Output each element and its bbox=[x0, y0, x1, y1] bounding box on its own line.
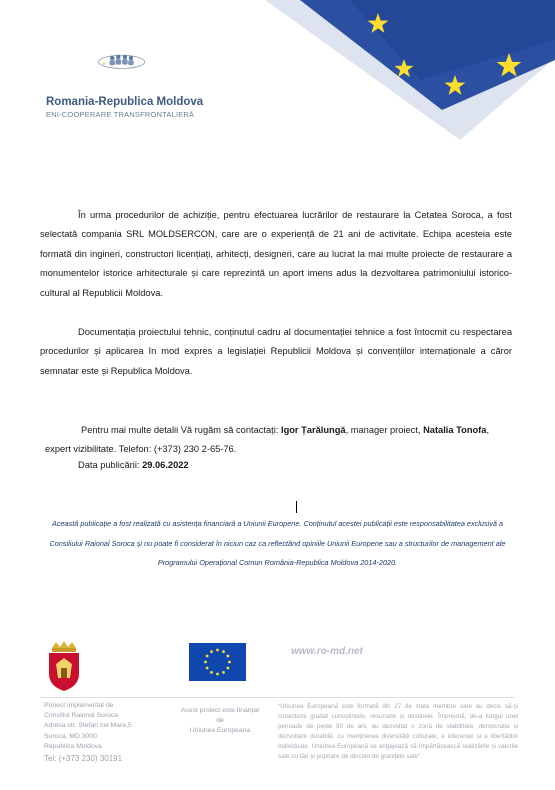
footer-implementer-line: Adresa str. Ștefan cel Mare,5 bbox=[44, 722, 132, 730]
footer-funding-line: Acest proiect este finanțat bbox=[180, 707, 260, 714]
eu-flag-icon bbox=[189, 643, 246, 681]
footer-divider bbox=[40, 697, 515, 698]
website-link[interactable]: www.ro-md.net bbox=[291, 646, 363, 657]
logo-subtitle: ENI-COOPERARE TRANSFRONTALIERĂ bbox=[46, 110, 195, 119]
paragraph-documentation bbox=[40, 323, 512, 381]
footer-implementer bbox=[44, 701, 154, 764]
date-value: 29.06.2022 bbox=[142, 460, 189, 470]
contact-person-expert: Natalia Tonofa bbox=[423, 425, 487, 435]
logo-name: Romania-Republica Moldova bbox=[46, 96, 204, 108]
contact-role-expert: , expert vizibilitate. Telefon: (+373) 230 2-65-76. bbox=[45, 425, 490, 455]
footer-telephone: Tel: (+373 230) 30191 bbox=[44, 754, 123, 764]
paragraph-restoration bbox=[40, 206, 512, 303]
footer-implementer-line: Soroca, MD 3000 bbox=[44, 732, 97, 740]
footer-implementer-line: Proiect implementat de bbox=[44, 702, 114, 709]
footer-funding-line: de bbox=[216, 717, 224, 725]
soroca-crest-icon bbox=[44, 640, 84, 692]
footer-implementer-line: Republica Moldova bbox=[44, 742, 102, 750]
contact-role-manager: , manager proiect, bbox=[345, 425, 424, 435]
footer-funding bbox=[165, 706, 275, 737]
contact-details bbox=[45, 421, 515, 460]
eu-disclaimer: Această publicație a fost realizată cu asistența financiară a Uniunii Europene. Conținutul acestei publicații este responsabilitatea exclusivă a Consiliului Raional Soroca și nu poate fi considerat în niciun caz ca reflectând opiniile Uniunii Europene sau a structurilor de management ale Programului Operațional Comun România-Republica Moldova 2014-2020. bbox=[49, 519, 506, 567]
publication-date bbox=[78, 460, 189, 470]
contact-person-manager: Igor Țarălungă bbox=[280, 425, 346, 435]
paragraph-2-text: Documentația proiectului tehnic, conținutul cadru al documentației tehnice a fost întocmit cu respectarea procedurilor și aplicarea în mod expres a legislației Republicii Moldova și convențiilor internaționale a căror semnatar este și Republica Moldova. bbox=[40, 327, 512, 376]
paragraph-1-text: În urma procedurilor de achiziție, pentru efectuarea lucrărilor de restaurare la Cetatea Soroca, a fost selectată compania SRL MOLDSERCON, care are o experiență de 21 ani de activitate. Echipa acesteia este formată din ingineri, constructori licențiați, arhitecți, designeri, care au lucrat la mai multe proiecte de restaurare a monumentelor istorice arhitecturale și care reprezintă un aport imens adus la dezvoltarea patrimoniului istorico-cultural al Republicii Moldova. bbox=[40, 210, 512, 298]
footer-funding-line: Uniunea Europeana bbox=[189, 727, 251, 735]
footer-implementer-line: Consiliul Raional Soroca bbox=[44, 712, 119, 720]
footer-eu-statement: “Uniunea Europeană este formată din 27 de state membre care au decis să-și conecteze gradat cunoștințele, resursele și destinele. Împreună, de-a lungul unei perioade de peste 50 de ani, au dezvoltat o zonă de stabilitate, democrație și dezvoltare durabilă, cu menținerea diversității culturale, a toleranței și a libertăților individuale. Uniunea Europeană se angajează să împărtășească realizările și valorile sale cu țări și popoare de dincolo de granițele sale”. bbox=[278, 703, 518, 761]
programme-logo bbox=[46, 52, 206, 96]
contact-intro: Pentru mai multe detalii Vă rugăm să contactați: bbox=[81, 425, 281, 435]
text-cursor bbox=[296, 501, 297, 513]
date-label: Data publicării: bbox=[78, 460, 143, 470]
